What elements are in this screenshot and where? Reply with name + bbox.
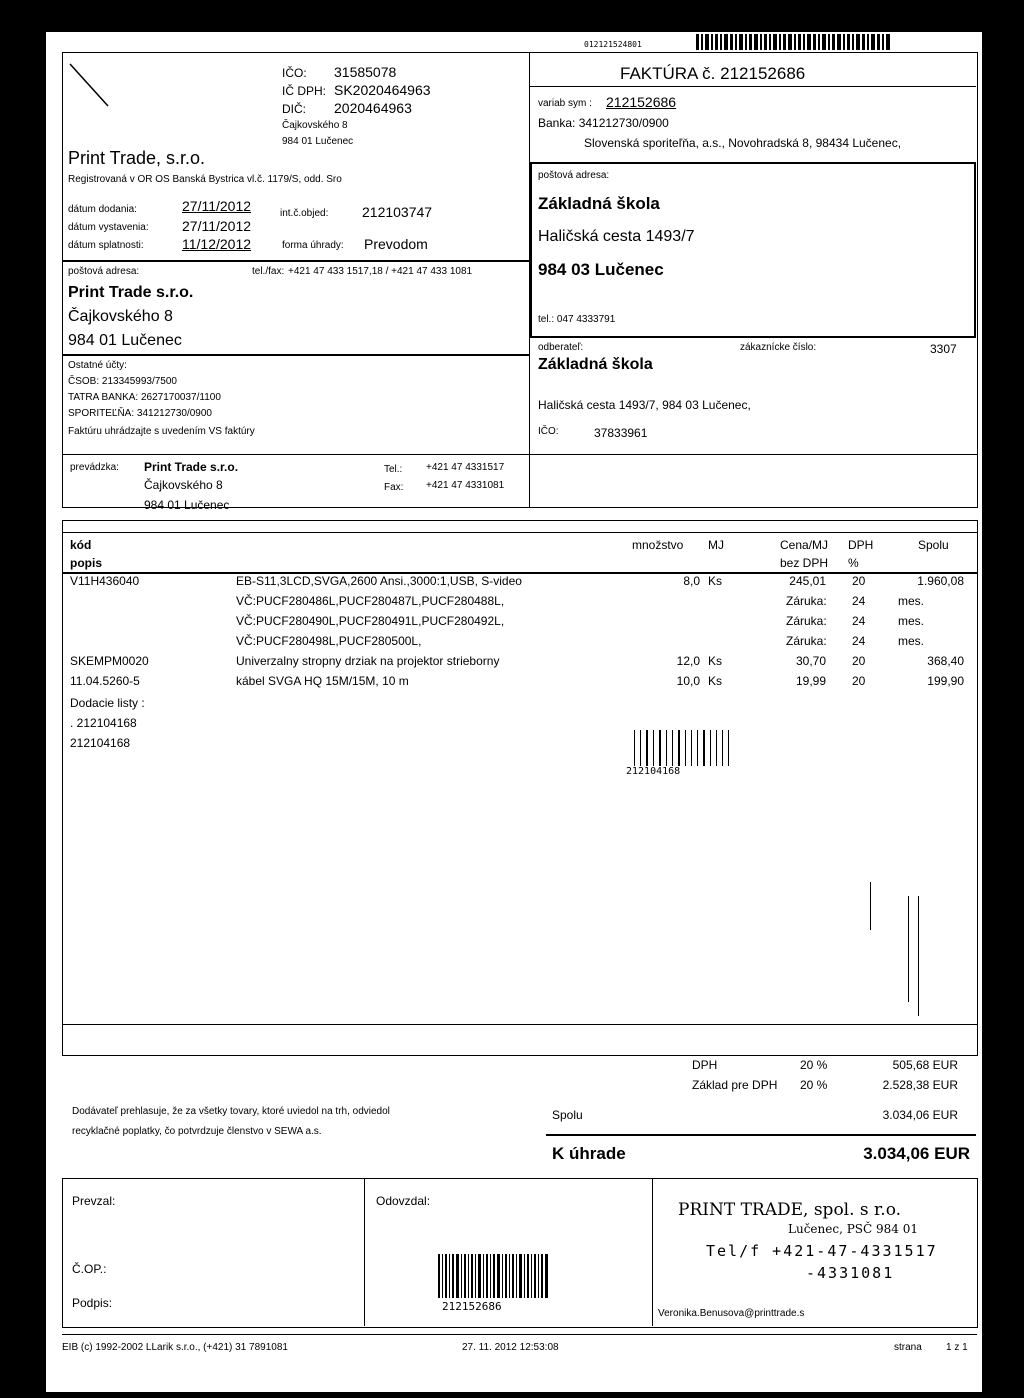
customer-name: Základná škola	[538, 356, 653, 373]
delivery-notes-label: Dodacie listy :	[70, 696, 145, 710]
supplier-ico: 31585078	[334, 64, 397, 80]
supplier-dic-label: DIČ:	[282, 102, 306, 116]
row-desc: EB-S11,3LCD,SVGA,2600 Ansi.,3000:1,USB, S-video	[236, 574, 522, 588]
supplier-city: 984 01 Lučenec	[282, 136, 354, 147]
row-code: V11H436040	[70, 574, 140, 588]
row-dph: 20	[852, 654, 866, 668]
delivery-note-barcode	[634, 730, 729, 766]
branch-fax: +421 47 4331081	[426, 480, 505, 491]
branch-street: Čajkovského 8	[144, 478, 223, 492]
handwritten-year: 2012	[278, 10, 334, 35]
handwritten-note: Doda:	[132, 6, 210, 36]
issue-date: 27/11/2012	[182, 218, 252, 234]
row-warranty-value: 24	[852, 594, 866, 608]
postal-city: 984 01 Lučenec	[68, 332, 182, 349]
signature-divider-1	[364, 1178, 365, 1326]
postal-tel-label: tel./fax:	[252, 266, 285, 277]
vat-base-label: Základ pre DPH	[692, 1078, 778, 1092]
top-stamp-number: 012121524801	[584, 40, 642, 49]
branch-tel: +421 47 4331517	[426, 462, 505, 473]
row-mj: Ks	[708, 654, 723, 668]
branch-tel-label: Tel.:	[384, 464, 403, 475]
supplier-ico-label: IČO:	[282, 66, 307, 80]
delivery-note-2: 212104168	[70, 736, 131, 750]
row-dph: 20	[852, 574, 866, 588]
vat-base-percent: 20 %	[800, 1078, 828, 1092]
scan-mark	[870, 882, 871, 930]
to-pay-label: K úhrade	[552, 1144, 626, 1163]
row-desc: kábel SVGA HQ 15M/15M, 10 m	[236, 674, 409, 688]
bank-account: Banka: 341212730/0900	[538, 116, 669, 130]
vat-percent: 20 %	[800, 1058, 828, 1072]
branch-city: 984 01 Lučenec	[144, 498, 230, 512]
row-desc: VČ:PUCF280498L,PUCF280500L,	[236, 634, 422, 648]
row-dph: 20	[852, 674, 866, 688]
postal-label: poštová adresa:	[68, 266, 140, 277]
supplier-register: Registrovaná v OR OS Banská Bystrica vl.č. 1179/S, odd. Sro	[68, 174, 342, 185]
postal-street: Čajkovského 8	[68, 308, 173, 325]
account-sporitelna: SPORITEĽŇA: 341212730/0900	[68, 408, 212, 419]
row-warranty-label: Záruka:	[786, 634, 827, 648]
order-number: 212103747	[362, 204, 433, 220]
subtotal-amount: 3.034,06 EUR	[882, 1108, 958, 1122]
signature-divider-2	[652, 1178, 653, 1326]
corner-mark	[68, 62, 112, 110]
row-code: SKEMPM0020	[70, 654, 149, 668]
id-card-label: Č.OP.:	[72, 1262, 107, 1276]
stamp-phone: Tel/f +421-47-4331517	[706, 1242, 938, 1260]
payment-note: Faktúru uhrádzajte s uvedením VS faktúry	[68, 426, 255, 437]
row-qty: 8,0	[683, 574, 700, 588]
vat-label: DPH	[692, 1058, 718, 1072]
handed-over-label: Odovzdal:	[376, 1194, 431, 1208]
vat-base-amount: 2.528,38 EUR	[882, 1078, 958, 1092]
customer-label: odberateľ:	[538, 342, 584, 353]
branch-label: prevádzka:	[70, 462, 119, 473]
supplier-icdph-label: IČ DPH:	[282, 84, 327, 98]
customer-ico: 37833961	[594, 426, 648, 440]
customer-ico-label: IČO:	[538, 426, 559, 437]
col-desc-header: popis	[70, 556, 102, 570]
row-qty: 12,0	[676, 654, 700, 668]
supplier-icdph: SK2020464963	[334, 82, 431, 98]
to-pay-amount: 3.034,06 EUR	[863, 1144, 970, 1163]
row-total: 368,40	[927, 654, 964, 668]
col-price-header-2: bez DPH	[780, 556, 829, 570]
branch-name: Print Trade s.r.o.	[144, 460, 239, 474]
scan-mark	[918, 896, 919, 1016]
due-date-label: dátum splatnosti:	[68, 240, 144, 251]
supplier-name: Print Trade, s.r.o.	[68, 148, 206, 168]
invoice-title: FAKTÚRA č. 212152686	[620, 64, 806, 83]
payment-form-label: forma úhrady:	[282, 240, 344, 251]
postal-tel: +421 47 433 1517,18 / +421 47 433 1081	[288, 266, 473, 277]
account-tatra: TATRA BANKA: 2627170037/1100	[68, 392, 221, 403]
delivery-date: 27/11/2012	[182, 198, 252, 214]
payment-form: Prevodom	[364, 236, 428, 252]
scan-mark	[908, 896, 909, 1002]
stamp-city: Lučenec, PSČ 984 01	[788, 1222, 918, 1236]
contact-email: Veronika.Benusova@printtrade.s	[658, 1308, 805, 1319]
recipient-city: 984 03 Lučenec	[538, 260, 664, 279]
row-price: 19,99	[795, 674, 826, 688]
row-desc: VČ:PUCF280490L,PUCF280491L,PUCF280492L,	[236, 614, 505, 628]
invoice-page	[46, 2, 982, 1392]
items-frame	[62, 520, 978, 1056]
recipient-street: Haličská cesta 1493/7	[538, 228, 695, 245]
variable-symbol-label: variab sym :	[538, 98, 592, 109]
postal-name: Print Trade s.r.o.	[68, 284, 194, 301]
order-number-label: int.č.objed:	[280, 208, 329, 219]
bank-name: Slovenská sporiteľňa, a.s., Novohradská 8, 98434 Lučenec,	[584, 136, 902, 150]
branch-fax-label: Fax:	[384, 482, 404, 493]
invoice-barcode-number: 212152686	[442, 1300, 502, 1313]
to-pay-divider	[546, 1134, 976, 1136]
row-total: 1.960,08	[917, 574, 964, 588]
row-warranty-unit: mes.	[898, 614, 925, 628]
dates-divider	[62, 260, 530, 262]
row-qty: 10,0	[676, 674, 700, 688]
col-total-header: Spolu	[918, 538, 949, 552]
customer-number: 3307	[930, 342, 957, 356]
row-desc: Univerzalny stropny drziak na projektor strieborny	[236, 654, 500, 668]
col-code-header: kód	[70, 538, 92, 552]
handwritten-date: 27/11/2012	[614, 2, 730, 26]
recipient-frame	[530, 162, 976, 338]
row-warranty-label: Záruka:	[786, 594, 827, 608]
recipient-name: Základná škola	[538, 194, 660, 213]
row-warranty-value: 24	[852, 634, 866, 648]
delivery-barcode-number: 212104168	[626, 766, 681, 777]
row-price: 30,70	[795, 654, 826, 668]
stamp-fax: -4331081	[806, 1264, 895, 1282]
customer-number-label: zákaznícke číslo:	[740, 342, 817, 353]
row-mj: Ks	[708, 674, 723, 688]
account-csob: ČSOB: 213345993/7500	[68, 376, 177, 387]
totals-top-line	[62, 1024, 977, 1025]
footer-line	[62, 1334, 977, 1335]
col-price-header: Cena/MJ	[780, 538, 829, 552]
footer-page-label: strana	[894, 1342, 922, 1353]
footer-datetime: 27. 11. 2012 12:53:08	[462, 1342, 559, 1353]
due-date: 11/12/2012	[182, 236, 252, 252]
branch-divider-top	[62, 454, 977, 455]
invoice-title-divider	[530, 86, 976, 87]
invoice-barcode	[696, 34, 978, 50]
customer-address: Haličská cesta 1493/7, 984 03 Lučenec,	[538, 398, 751, 412]
recipient-label: poštová adresa:	[538, 170, 610, 181]
delivery-note-1: . 212104168	[70, 716, 137, 730]
supplier-street: Čajkovského 8	[282, 120, 348, 131]
stamp-company: PRINT TRADE, spol. s r.o.	[678, 1200, 902, 1220]
supplier-dic: 2020464963	[334, 100, 412, 116]
variable-symbol: 212152686	[606, 94, 677, 110]
row-warranty-unit: mes.	[898, 594, 925, 608]
issue-date-label: dátum vystavenia:	[68, 222, 149, 233]
items-top-line	[62, 532, 977, 533]
invoice-number-barcode	[438, 1254, 548, 1298]
received-by-label: Prevzal:	[72, 1194, 116, 1208]
signature-label: Podpis:	[72, 1296, 113, 1310]
recipient-tel: tel.: 047 4333791	[538, 314, 616, 325]
footer-software: EIB (c) 1992-2002 LLarik s.r.o., (+421) 31 7891081	[62, 1342, 288, 1353]
handwritten-mark: & š. FA	[472, 10, 554, 35]
row-mj: Ks	[708, 574, 723, 588]
row-warranty-value: 24	[852, 614, 866, 628]
col-qty-header: množstvo	[632, 538, 684, 552]
footer-page-number: 1 z 1	[946, 1342, 968, 1353]
postal-divider	[62, 354, 530, 356]
declaration-line-1: Dodávateľ prehlasuje, že za všetky tovary, ktoré uviedol na trh, odviedol	[72, 1106, 390, 1117]
row-price: 245,01	[789, 574, 826, 588]
row-warranty-unit: mes.	[898, 634, 925, 648]
row-code: 11.04.5260-5	[70, 674, 140, 688]
delivery-date-label: dátum dodania:	[68, 204, 137, 215]
col-dph-header: DPH	[848, 538, 874, 552]
declaration-line-2: recyklačné poplatky, čo potvrdzuje členstvo v SEWA a.s.	[72, 1126, 322, 1137]
vat-amount: 505,68 EUR	[892, 1058, 958, 1072]
row-total: 199,90	[927, 674, 964, 688]
col-dph-header-2: %	[848, 556, 859, 570]
subtotal-label: Spolu	[552, 1108, 583, 1122]
row-desc: VČ:PUCF280486L,PUCF280487L,PUCF280488L,	[236, 594, 505, 608]
row-warranty-label: Záruka:	[786, 614, 827, 628]
col-mj-header: MJ	[708, 538, 724, 552]
accounts-title: Ostatné účty:	[68, 360, 127, 371]
